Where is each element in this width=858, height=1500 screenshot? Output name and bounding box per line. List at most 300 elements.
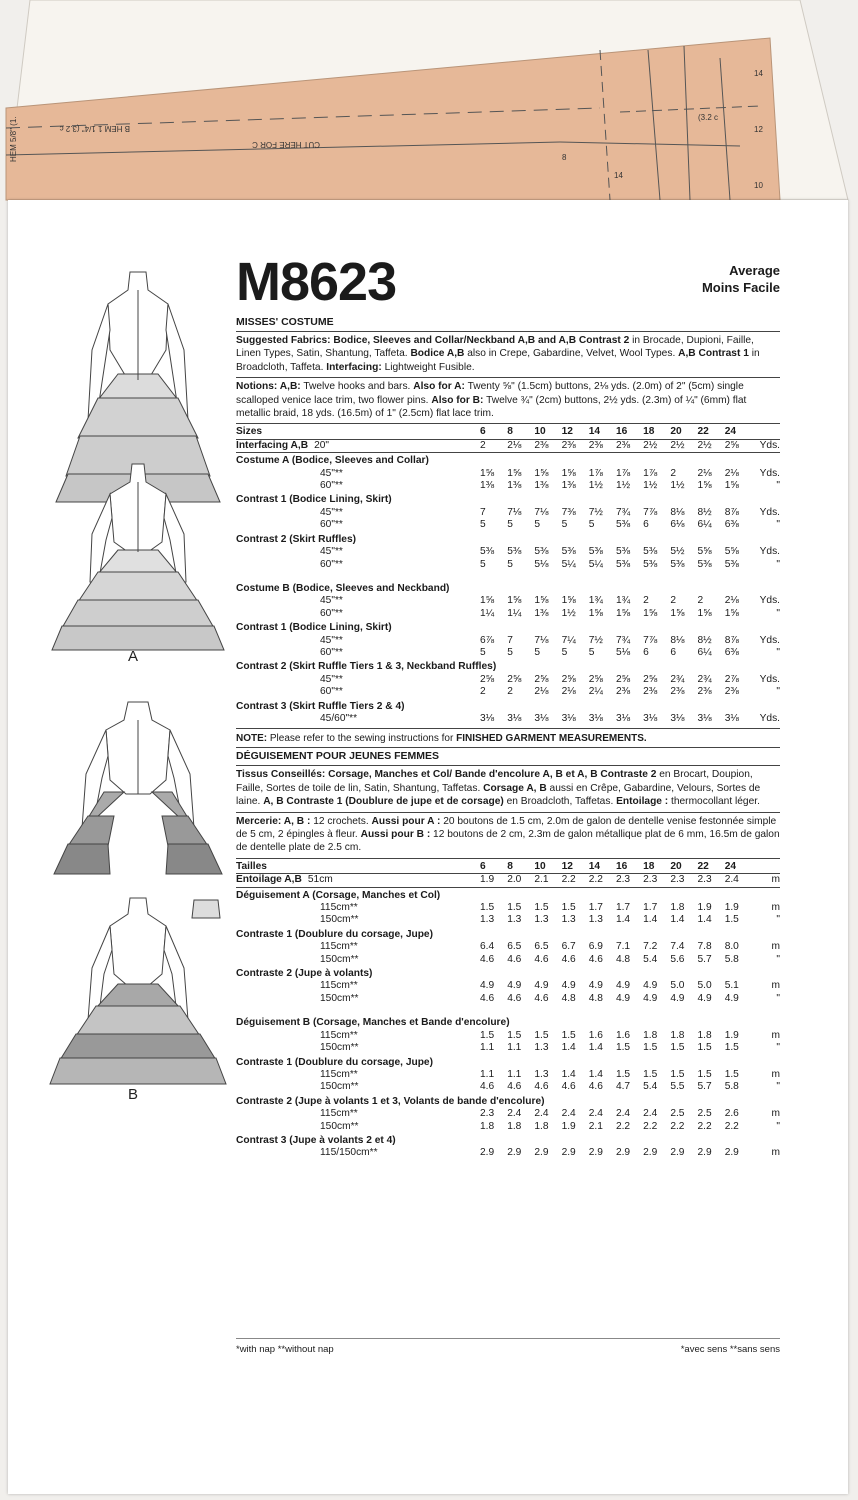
unit-cell: Yds. <box>752 439 780 452</box>
notions-text: 20 boutons de 1.5 cm, 2.0m de galon de dentelle venise festonnée simple de 5 cm, 2 épingles à fleur. <box>236 815 777 840</box>
yardage-value: 1⅝ <box>724 480 739 492</box>
unit-cell: m <box>771 1068 780 1080</box>
unit-cell: " <box>776 646 780 658</box>
fabric-width: 45/60"** <box>320 712 358 724</box>
interfacing-value: 2.2 <box>562 874 589 887</box>
yardage-value: 4.9 <box>588 980 603 992</box>
notions-text: 12 crochets. <box>310 815 372 827</box>
yardage-value: 5⅝ <box>724 546 739 558</box>
fabric-width: 115cm** <box>320 1029 358 1041</box>
yardage-value: 7⅜ <box>561 506 576 518</box>
yardage-value: 1.7 <box>588 902 603 914</box>
yardage-value: 1¼ <box>480 607 495 619</box>
yardage-value: 3⅛ <box>615 712 631 724</box>
yardage-value: 5.8 <box>724 953 739 965</box>
interfacing-value: 2⅜ <box>589 439 616 452</box>
tissue-label-14b: 14 <box>754 69 763 78</box>
yardage-value: 1.4 <box>588 1068 603 1080</box>
fabric-group-title: Contrast 3 (Jupe à volants 2 et 4) <box>236 1134 396 1146</box>
fabric-width: 45"** <box>320 546 343 558</box>
unit-cell: m <box>752 874 780 887</box>
yardage-value: 1.4 <box>588 1042 603 1054</box>
yardage-value: 3⅛ <box>480 712 495 724</box>
unit-cell: m <box>771 941 780 953</box>
unit-cell: Yds. <box>759 673 780 685</box>
french-title: DÉGUISEMENT POUR JEUNES FEMMES <box>236 750 440 763</box>
fabric-group-title: Déguisement B (Corsage, Manches et Bande d'encolure) <box>236 1017 510 1029</box>
interfacing-name: Entoilage A,B <box>236 874 302 886</box>
interfacing-width: 20" <box>314 439 330 451</box>
fabric-width: 150cm** <box>320 953 359 965</box>
yardage-value: 1.4 <box>561 1068 576 1080</box>
fabric-group-row <box>236 659 780 673</box>
yardage-value: 5.0 <box>670 980 685 992</box>
interfacing-row <box>236 874 780 887</box>
fabric-group-title: Costume B (Bodice, Sleeves and Neckband) <box>236 582 450 594</box>
yardage-value: 2¾ <box>670 673 685 685</box>
yardage-value: 2.4 <box>615 1108 631 1120</box>
note-text: Please refer to the sewing instructions for <box>267 733 457 745</box>
yardage-value: 2.2 <box>724 1120 739 1132</box>
yardage-value: 2.9 <box>480 1147 495 1159</box>
fabrics-label: Tissus Conseillés: <box>236 769 326 781</box>
yardage-value: 2.9 <box>534 1147 549 1159</box>
yardage-value: 1.6 <box>615 1029 631 1041</box>
yardage-value: 1.5 <box>643 1068 658 1080</box>
pattern-envelope <box>8 200 848 1494</box>
yardage-value: 7¼ <box>561 634 576 646</box>
fabric-group-title: Déguisement A (Corsage, Manches et Col) <box>236 889 441 901</box>
yardage-value: 1.5 <box>561 1029 576 1041</box>
yardage-row <box>236 993 780 1005</box>
yardage-value: 2⅞ <box>724 673 739 685</box>
french-notions <box>236 815 780 855</box>
french-yardage-table <box>236 861 780 1160</box>
size-24: 24 <box>725 426 752 439</box>
yardage-value: 3⅛ <box>697 712 712 724</box>
yardage-value: 1.4 <box>697 914 712 926</box>
yardage-value: 1.5 <box>507 1029 522 1041</box>
yardage-value: 7⅛ <box>507 506 522 518</box>
yardage-value: 2¾ <box>697 673 712 685</box>
yardage-value: 1.1 <box>480 1068 495 1080</box>
yardage-value: 7 <box>480 506 486 518</box>
yardage-value: 1.5 <box>697 1068 712 1080</box>
yardage-value: 4.9 <box>507 980 522 992</box>
yardage-row <box>236 914 780 926</box>
yardage-value: 4.6 <box>534 953 549 965</box>
difficulty-rating <box>702 262 780 296</box>
yardage-value: 1.5 <box>670 1042 685 1054</box>
yardage-value: 5⅜ <box>643 558 658 570</box>
yardage-value: 4.9 <box>561 980 576 992</box>
yardage-value: 5⅜ <box>615 558 631 570</box>
tissue-label-12: 12 <box>754 125 763 134</box>
yardage-row <box>236 1042 780 1054</box>
yardage-value: 2 <box>480 686 486 698</box>
unit-cell: m <box>771 1147 780 1159</box>
yardage-value: 5⅜ <box>534 546 549 558</box>
yardage-value: 5⅜ <box>480 546 495 558</box>
yardage-value: 1⅝ <box>561 595 576 607</box>
interfacing-value: 2.3 <box>670 874 697 887</box>
yardage-value: 2.9 <box>507 1147 522 1159</box>
yardage-row <box>236 546 780 558</box>
size-24: 24 <box>725 861 752 874</box>
interfacing-value: 2.1 <box>534 874 561 887</box>
note-label: NOTE: <box>236 733 268 745</box>
yardage-value: 4.8 <box>615 953 631 965</box>
unit-cell: m <box>771 1029 780 1041</box>
unit-cell: " <box>776 1042 780 1054</box>
yardage-value: 2⅝ <box>480 673 495 685</box>
yardage-value: 1.7 <box>615 902 631 914</box>
yardage-value: 2⅜ <box>697 686 712 698</box>
yardage-value: 1.8 <box>670 1029 685 1041</box>
yardage-value: 2⅛ <box>724 595 739 607</box>
yardage-value: 1.8 <box>643 1029 658 1041</box>
yardage-value: 4.9 <box>615 992 631 1004</box>
yardage-value: 1.5 <box>561 902 576 914</box>
yardage-value: 2.5 <box>670 1108 685 1120</box>
spacer-cell <box>236 1005 780 1015</box>
yardage-value: 5.0 <box>697 980 712 992</box>
yardage-row <box>236 1081 780 1093</box>
yardage-value: 8⅞ <box>724 506 739 518</box>
yardage-value: 2 <box>697 595 704 607</box>
interfacing-value: 2⅜ <box>562 439 589 452</box>
unit-cell: Yds. <box>759 595 780 607</box>
yardage-value: 2.4 <box>643 1108 658 1120</box>
yardage-value: 2.4 <box>534 1108 549 1120</box>
yardage-value: 3⅛ <box>670 712 685 724</box>
size-12: 12 <box>562 861 589 874</box>
interfacing-label <box>236 874 480 887</box>
fabric-group-title: Contrast 2 (Skirt Ruffle Tiers 1 & 3, Neckband Ruffles) <box>236 661 497 673</box>
interfacing-value: 2 <box>480 439 507 452</box>
yardage-value: 3⅛ <box>643 712 658 724</box>
yardage-value: 4.8 <box>561 992 576 1004</box>
size-14: 14 <box>589 426 616 439</box>
interfacing-value: 2.4 <box>725 874 752 887</box>
yardage-value: 5.1 <box>724 980 739 992</box>
yardage-value: 2⅝ <box>534 673 549 685</box>
yardage-value: 1.3 <box>534 914 549 926</box>
yardage-value: 1⅞ <box>643 467 658 479</box>
unit-cell: Yds. <box>759 634 780 646</box>
yardage-value: 1⅜ <box>480 480 495 492</box>
yardage-row <box>236 507 780 519</box>
fabric-group-row <box>236 966 780 980</box>
unit-cell: Yds. <box>759 467 780 479</box>
yardage-value: 4.6 <box>480 992 495 1004</box>
yardage-value: 5 <box>507 558 513 570</box>
yardage-value: 1.3 <box>588 914 603 926</box>
yardage-value: 1.5 <box>724 1068 739 1080</box>
yardage-value: 5⅜ <box>615 519 631 531</box>
yardage-value: 5 <box>480 558 486 570</box>
yardage-value: 6¼ <box>697 646 712 658</box>
yardage-row <box>236 608 780 620</box>
yardage-value: 7⅛ <box>534 634 549 646</box>
yardage-value: 1⅝ <box>697 480 712 492</box>
yardage-value: 1.3 <box>561 914 576 926</box>
yardage-value: 1.7 <box>643 902 658 914</box>
yardage-value: 2.9 <box>588 1147 603 1159</box>
yardage-value: 2.2 <box>615 1120 631 1132</box>
fabric-width: 150cm** <box>320 914 359 926</box>
yardage-value: 1.9 <box>724 1029 739 1041</box>
fabrics-text: in Broadcloth, Taffeta. <box>236 348 760 373</box>
interfacing-value: 2.3 <box>616 874 643 887</box>
divider <box>236 747 780 748</box>
unit-cell: " <box>776 1120 780 1132</box>
unit-cell: " <box>776 607 780 619</box>
yardage-value: 1.8 <box>670 902 685 914</box>
costume-b-back-sketch <box>48 896 228 1086</box>
yardage-value: 5⅜ <box>507 546 522 558</box>
yardage-value: 5⅜ <box>670 558 685 570</box>
footnote-french: *avec sens **sans sens <box>680 1344 780 1355</box>
yardage-value: 6.9 <box>588 941 603 953</box>
yardage-value: 1.5 <box>724 914 739 926</box>
yardage-value: 1⅝ <box>724 607 739 619</box>
yardage-value: 1.9 <box>697 902 712 914</box>
fabric-group-row <box>236 620 780 634</box>
fabric-width: 150cm** <box>320 1042 359 1054</box>
yardage-value: 1.5 <box>615 1068 631 1080</box>
yardage-value: 2⅝ <box>507 673 522 685</box>
yardage-value: 5.7 <box>697 1081 712 1093</box>
yardage-value: 2⅛ <box>561 686 576 698</box>
yardage-value: 1.5 <box>670 1068 685 1080</box>
size-18: 18 <box>643 426 670 439</box>
yardage-value: 1⅝ <box>588 607 603 619</box>
fabric-group-row <box>236 887 780 902</box>
yardage-value: 1⅝ <box>534 467 549 479</box>
notions-label: Mercerie: A, B : <box>236 815 311 827</box>
yardage-value: 5 <box>561 646 568 658</box>
yardage-row <box>236 468 780 480</box>
yardage-value: 1.8 <box>480 1120 495 1132</box>
note-emphasis: FINISHED GARMENT MEASUREMENTS. <box>456 733 647 745</box>
yardage-value: 8½ <box>697 506 712 518</box>
yardage-value: 6¼ <box>697 519 712 531</box>
yardage-value: 8⅛ <box>670 506 685 518</box>
yardage-row <box>236 941 780 953</box>
notions-text: Twenty ⅝" (1.5cm) buttons, 2⅛ yds. (2.0m) of 2" (5cm) single scalloped venice lace trim, two flower pins. <box>236 381 744 406</box>
unit-cell: Yds. <box>759 506 780 518</box>
unit-cell: Yds. <box>759 546 780 558</box>
fabric-width: 60"** <box>320 686 343 698</box>
yardage-value: 1.5 <box>507 902 522 914</box>
yardage-row <box>236 686 780 698</box>
fabric-width: 115/150cm** <box>320 1147 378 1159</box>
unit-cell: " <box>776 480 780 492</box>
yardage-value: 6⅜ <box>724 646 739 658</box>
yardage-value: 1.8 <box>697 1029 712 1041</box>
fabric-width: 45"** <box>320 673 343 685</box>
yardage-row <box>236 1108 780 1120</box>
spacer-cell <box>236 571 780 581</box>
fabric-width: 60"** <box>320 607 343 619</box>
fabric-group-row <box>236 927 780 941</box>
yardage-value: 2⅝ <box>561 673 576 685</box>
yardage-value: 1.8 <box>534 1120 549 1132</box>
fabric-group-row <box>236 1094 780 1108</box>
yardage-value: 2.9 <box>724 1147 739 1159</box>
yardage-value: 2.4 <box>588 1108 603 1120</box>
fabrics-text: Lightweight Fusible. <box>381 361 475 373</box>
yardage-value: 1½ <box>670 480 685 492</box>
yardage-value: 1⅝ <box>480 467 495 479</box>
yardage-value: 2 <box>643 595 649 607</box>
fabric-group-row <box>236 492 780 506</box>
yardage-value: 1.4 <box>670 914 685 926</box>
yardage-value: 1⅝ <box>507 467 522 479</box>
yardage-row <box>236 480 780 492</box>
yardage-value: 2.2 <box>643 1120 658 1132</box>
yardage-value: 4.6 <box>507 953 522 965</box>
divider <box>236 423 780 424</box>
yardage-value: 3⅛ <box>534 712 549 724</box>
yardage-value: 2⅜ <box>724 686 739 698</box>
english-fabrics <box>236 334 780 374</box>
yardage-value: 2⅛ <box>697 467 712 479</box>
notions-text: 12 boutons de 2 cm, 2.3m de galon métallique plat de 6 mm, 16.5m de galon de dentelle plate de 2.5 cm. <box>236 829 780 854</box>
notions-a-label: Also for A: <box>413 381 465 393</box>
footnotes <box>236 1338 780 1355</box>
fabrics-views: Corsage, Manches et Col/ Bande d'encolure A, B et A, B Contraste 2 <box>328 769 657 781</box>
yardage-value: 1⅜ <box>561 480 576 492</box>
fabrics-text: en Broadcloth, Taffetas. <box>503 796 617 808</box>
difficulty-french: Moins Facile <box>701 280 780 295</box>
interfacing-value: 2½ <box>643 439 670 452</box>
notions-b-label: Also for B: <box>431 394 484 406</box>
english-notions <box>236 380 780 420</box>
size-12: 12 <box>562 426 589 439</box>
yardage-value: 7 <box>507 634 513 646</box>
fabrics-text: also in Crepe, Gabardine, Velvet, Wool Types. <box>464 348 679 360</box>
yardage-value: 1.4 <box>561 1042 576 1054</box>
yardage-value: 4.7 <box>615 1081 631 1093</box>
interfacing-value: 2⅛ <box>507 439 534 452</box>
yardage-value: 5 <box>507 519 513 531</box>
yardage-value: 2⅛ <box>534 686 549 698</box>
yardage-value: 5.4 <box>643 1081 658 1093</box>
size-22: 22 <box>698 426 725 439</box>
notions-a-label: Aussi pour A : <box>371 815 441 827</box>
yardage-value: 1.1 <box>507 1042 522 1054</box>
yardage-value: 1.6 <box>588 1029 603 1041</box>
yardage-value: 4.9 <box>643 992 658 1004</box>
interfacing-value: 2.2 <box>589 874 616 887</box>
yardage-value: 4.9 <box>480 980 495 992</box>
fabric-group-row <box>236 1055 780 1069</box>
difficulty-english: Average <box>729 263 780 278</box>
yardage-value: 5⅜ <box>561 546 576 558</box>
english-yardage-table <box>236 426 780 725</box>
unit-cell: m <box>771 980 780 992</box>
fabric-width: 45"** <box>320 634 343 646</box>
size-10: 10 <box>534 426 561 439</box>
footnote-english: *with nap **without nap <box>236 1344 334 1355</box>
fabrics-interfacing: Entoilage : <box>616 796 669 808</box>
interfacing-value: 2⅜ <box>534 439 561 452</box>
yardage-value: 4.6 <box>480 1081 495 1093</box>
yardage-value: 5 <box>534 519 541 531</box>
yardage-value: 2⅜ <box>670 686 685 698</box>
yardage-value: 5⅜ <box>588 546 603 558</box>
fabrics-interfacing: Interfacing: <box>326 361 382 373</box>
unit-cell: " <box>776 914 780 926</box>
fabric-group-row <box>236 532 780 546</box>
divider <box>236 331 780 332</box>
fabrics-contrast: A, B Contraste 1 (Doublure de jupe et de corsage) <box>263 796 504 808</box>
fabrics-views: Bodice, Sleeves and Collar/Neckband A,B and A,B Contrast 2 <box>333 335 630 346</box>
yardage-value: 6⅞ <box>480 634 495 646</box>
yardage-value: 4.6 <box>534 992 549 1004</box>
yardage-row <box>236 713 780 725</box>
yardage-value: 2.9 <box>561 1147 576 1159</box>
yardage-value: 4.9 <box>670 992 685 1004</box>
fabric-width: 60"** <box>320 646 343 658</box>
yardage-value: 1⅝ <box>643 607 658 619</box>
yardage-value: 7.2 <box>643 941 658 953</box>
interfacing-row <box>236 439 780 452</box>
yardage-row <box>236 1030 780 1042</box>
fabric-width: 150cm** <box>320 992 359 1004</box>
yardage-value: 1.3 <box>507 914 522 926</box>
yardage-value: 1¼ <box>507 607 522 619</box>
yardage-value: 7¾ <box>615 634 631 646</box>
yardage-value: 4.6 <box>507 1081 522 1093</box>
yardage-value: 1⅝ <box>615 607 631 619</box>
yardage-value: 5.5 <box>670 1081 685 1093</box>
yardage-value: 2 <box>670 467 676 479</box>
yardage-value: 1½ <box>643 480 658 492</box>
yardage-value: 1.1 <box>480 1042 495 1054</box>
unit-cell <box>752 426 780 439</box>
view-a-label: A <box>128 648 139 665</box>
tissue-label-cut-here: CUT HERE FOR C <box>252 140 320 149</box>
interfacing-value: 2.3 <box>698 874 725 887</box>
yardage-value: 6⅛ <box>670 519 685 531</box>
yardage-value: 1.5 <box>724 1042 739 1054</box>
yardage-value: 7⅞ <box>643 506 658 518</box>
yardage-value: 6.5 <box>507 941 522 953</box>
yardage-value: 1¾ <box>588 595 603 607</box>
yardage-value: 1.5 <box>534 1029 549 1041</box>
divider <box>236 858 780 859</box>
yardage-value: 5 <box>480 646 486 658</box>
fabrics-text: en Brocart, Doupion, Faille, Sortes de toile de lin, Satin, Shantung, Taffetas. <box>236 769 753 794</box>
unit-cell <box>752 861 780 874</box>
yardage-value: 4.6 <box>588 953 603 965</box>
yardage-value: 1.4 <box>615 914 631 926</box>
sizes-label: Tailles <box>236 861 480 874</box>
yardage-value: 5 <box>588 646 595 658</box>
yardage-value: 2.9 <box>697 1147 712 1159</box>
yardage-value: 5.8 <box>724 1081 739 1093</box>
view-b-label: B <box>128 1086 139 1103</box>
yardage-value: 1½ <box>588 480 603 492</box>
yardage-value: 5⅛ <box>615 646 631 658</box>
yardage-value: 2.2 <box>697 1120 712 1132</box>
yardage-value: 1½ <box>615 480 631 492</box>
yardage-value: 7¾ <box>615 506 631 518</box>
yardage-value: 5¼ <box>561 558 576 570</box>
